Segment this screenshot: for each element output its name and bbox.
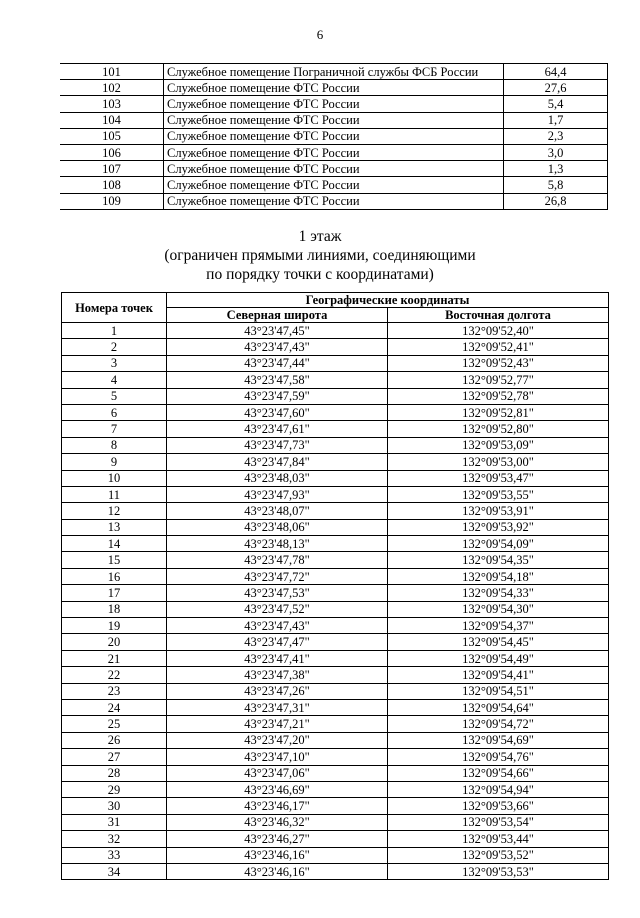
floor-heading bbox=[0, 227, 640, 284]
latitude-value: 43°23'47,78" bbox=[167, 552, 388, 568]
coordinate-row bbox=[62, 552, 609, 568]
point-number: 6 bbox=[62, 404, 167, 420]
room-number: 106 bbox=[60, 144, 164, 160]
latitude-value: 43°23'47,93" bbox=[167, 486, 388, 502]
room-number: 105 bbox=[60, 128, 164, 144]
coordinate-row bbox=[62, 814, 609, 830]
longitude-value: 132°09'54,35" bbox=[388, 552, 609, 568]
point-number: 18 bbox=[62, 601, 167, 617]
room-row bbox=[60, 144, 608, 160]
room-area: 1,7 bbox=[504, 112, 608, 128]
latitude-value: 43°23'47,53" bbox=[167, 585, 388, 601]
longitude-value: 132°09'54,09" bbox=[388, 536, 609, 552]
coordinate-row bbox=[62, 503, 609, 519]
coordinates-table-header bbox=[62, 293, 609, 323]
coordinate-row bbox=[62, 470, 609, 486]
latitude-value: 43°23'47,06" bbox=[167, 765, 388, 781]
point-number: 4 bbox=[62, 372, 167, 388]
coordinate-row bbox=[62, 454, 609, 470]
room-row bbox=[60, 161, 608, 177]
longitude-value: 132°09'54,72" bbox=[388, 716, 609, 732]
coordinate-row bbox=[62, 372, 609, 388]
point-number: 7 bbox=[62, 421, 167, 437]
latitude-value: 43°23'47,84" bbox=[167, 454, 388, 470]
room-number: 107 bbox=[60, 161, 164, 177]
point-number: 15 bbox=[62, 552, 167, 568]
latitude-value: 43°23'47,41" bbox=[167, 650, 388, 666]
floor-description-line-2: по порядку точки с координатами) bbox=[206, 266, 434, 283]
point-number: 19 bbox=[62, 618, 167, 634]
longitude-value: 132°09'53,91" bbox=[388, 503, 609, 519]
room-number: 108 bbox=[60, 177, 164, 193]
longitude-value: 132°09'52,78" bbox=[388, 388, 609, 404]
longitude-value: 132°09'53,92" bbox=[388, 519, 609, 535]
latitude-value: 43°23'47,59" bbox=[167, 388, 388, 404]
room-number: 104 bbox=[60, 112, 164, 128]
latitude-value: 43°23'47,26" bbox=[167, 683, 388, 699]
longitude-value: 132°09'54,49" bbox=[388, 650, 609, 666]
point-number: 2 bbox=[62, 339, 167, 355]
point-number: 17 bbox=[62, 585, 167, 601]
coordinate-row bbox=[62, 355, 609, 371]
room-name: Служебное помещение ФТС России bbox=[164, 112, 504, 128]
longitude-value: 132°09'54,64" bbox=[388, 699, 609, 715]
point-number: 21 bbox=[62, 650, 167, 666]
latitude-value: 43°23'47,31" bbox=[167, 699, 388, 715]
latitude-value: 43°23'46,16" bbox=[167, 847, 388, 863]
room-name: Служебное помещение ФТС России bbox=[164, 161, 504, 177]
room-name: Служебное помещение ФТС России bbox=[164, 128, 504, 144]
point-number: 22 bbox=[62, 667, 167, 683]
latitude-value: 43°23'47,43" bbox=[167, 339, 388, 355]
longitude-value: 132°09'52,40" bbox=[388, 323, 609, 339]
room-row bbox=[60, 112, 608, 128]
coordinate-row bbox=[62, 634, 609, 650]
latitude-value: 43°23'47,47" bbox=[167, 634, 388, 650]
longitude-value: 132°09'53,52" bbox=[388, 847, 609, 863]
coordinates-table bbox=[61, 292, 609, 880]
latitude-value: 43°23'47,52" bbox=[167, 601, 388, 617]
latitude-value: 43°23'47,20" bbox=[167, 732, 388, 748]
longitude-value: 132°09'53,54" bbox=[388, 814, 609, 830]
point-number: 28 bbox=[62, 765, 167, 781]
latitude-value: 43°23'47,21" bbox=[167, 716, 388, 732]
point-number: 29 bbox=[62, 781, 167, 797]
longitude-value: 132°09'54,18" bbox=[388, 568, 609, 584]
coordinate-row bbox=[62, 699, 609, 715]
latitude-value: 43°23'47,58" bbox=[167, 372, 388, 388]
longitude-value: 132°09'53,66" bbox=[388, 798, 609, 814]
coordinate-row bbox=[62, 650, 609, 666]
longitude-value: 132°09'54,76" bbox=[388, 749, 609, 765]
coordinate-row bbox=[62, 618, 609, 634]
latitude-value: 43°23'48,13" bbox=[167, 536, 388, 552]
coordinate-row bbox=[62, 716, 609, 732]
longitude-value: 132°09'54,51" bbox=[388, 683, 609, 699]
longitude-value: 132°09'52,41" bbox=[388, 339, 609, 355]
coordinates-table-body bbox=[62, 323, 609, 880]
coordinate-row bbox=[62, 519, 609, 535]
coordinate-row bbox=[62, 667, 609, 683]
coordinate-row bbox=[62, 536, 609, 552]
point-number: 31 bbox=[62, 814, 167, 830]
coordinate-row bbox=[62, 339, 609, 355]
point-number: 16 bbox=[62, 568, 167, 584]
room-number: 103 bbox=[60, 96, 164, 112]
room-area: 26,8 bbox=[504, 193, 608, 209]
longitude-value: 132°09'54,33" bbox=[388, 585, 609, 601]
room-name: Служебное помещение ФТС России bbox=[164, 144, 504, 160]
longitude-value: 132°09'54,69" bbox=[388, 732, 609, 748]
latitude-value: 43°23'47,38" bbox=[167, 667, 388, 683]
coordinate-row bbox=[62, 437, 609, 453]
room-row bbox=[60, 177, 608, 193]
longitude-value: 132°09'54,37" bbox=[388, 618, 609, 634]
longitude-value: 132°09'52,81" bbox=[388, 404, 609, 420]
coordinate-row bbox=[62, 585, 609, 601]
longitude-value: 132°09'52,77" bbox=[388, 372, 609, 388]
latitude-value: 43°23'46,69" bbox=[167, 781, 388, 797]
coordinate-row bbox=[62, 863, 609, 879]
header-latitude: Северная широта bbox=[167, 308, 388, 323]
room-area: 3,0 bbox=[504, 144, 608, 160]
longitude-value: 132°09'54,94" bbox=[388, 781, 609, 797]
latitude-value: 43°23'48,07" bbox=[167, 503, 388, 519]
room-name: Служебное помещение ФТС России bbox=[164, 193, 504, 209]
page-number: 6 bbox=[316, 27, 324, 42]
latitude-value: 43°23'47,44" bbox=[167, 355, 388, 371]
longitude-value: 132°09'54,30" bbox=[388, 601, 609, 617]
latitude-value: 43°23'46,27" bbox=[167, 831, 388, 847]
header-longitude: Восточная долгота bbox=[388, 308, 609, 323]
point-number: 9 bbox=[62, 454, 167, 470]
coordinate-row bbox=[62, 732, 609, 748]
point-number: 25 bbox=[62, 716, 167, 732]
longitude-value: 132°09'53,47" bbox=[388, 470, 609, 486]
coordinate-row bbox=[62, 683, 609, 699]
room-row bbox=[60, 80, 608, 96]
point-number: 14 bbox=[62, 536, 167, 552]
longitude-value: 132°09'52,80" bbox=[388, 421, 609, 437]
header-geo-coordinates: Географические координаты bbox=[167, 293, 609, 308]
point-number: 3 bbox=[62, 355, 167, 371]
coordinate-row bbox=[62, 388, 609, 404]
room-area: 2,3 bbox=[504, 128, 608, 144]
room-row bbox=[60, 96, 608, 112]
latitude-value: 43°23'46,32" bbox=[167, 814, 388, 830]
room-number: 109 bbox=[60, 193, 164, 209]
room-area: 1,3 bbox=[504, 161, 608, 177]
point-number: 32 bbox=[62, 831, 167, 847]
longitude-value: 132°09'54,66" bbox=[388, 765, 609, 781]
point-number: 11 bbox=[62, 486, 167, 502]
floor-description-line-1: (ограничен прямыми линиями, соединяющими bbox=[164, 247, 476, 264]
header-point-numbers: Номера точек bbox=[62, 293, 167, 323]
coordinate-row bbox=[62, 765, 609, 781]
room-number: 101 bbox=[60, 64, 164, 80]
room-area: 5,4 bbox=[504, 96, 608, 112]
coordinate-row bbox=[62, 781, 609, 797]
latitude-value: 43°23'47,72" bbox=[167, 568, 388, 584]
longitude-value: 132°09'53,00" bbox=[388, 454, 609, 470]
coordinate-row bbox=[62, 831, 609, 847]
latitude-value: 43°23'47,60" bbox=[167, 404, 388, 420]
room-row bbox=[60, 193, 608, 209]
room-name: Служебное помещение ФТС России bbox=[164, 177, 504, 193]
point-number: 27 bbox=[62, 749, 167, 765]
longitude-value: 132°09'54,41" bbox=[388, 667, 609, 683]
room-row bbox=[60, 64, 608, 80]
room-name: Служебное помещение Пограничной службы ФСБ России bbox=[164, 64, 504, 80]
rooms-table bbox=[60, 63, 608, 210]
room-area: 5,8 bbox=[504, 177, 608, 193]
room-area: 64,4 bbox=[504, 64, 608, 80]
longitude-value: 132°09'53,53" bbox=[388, 863, 609, 879]
latitude-value: 43°23'47,10" bbox=[167, 749, 388, 765]
point-number: 23 bbox=[62, 683, 167, 699]
coordinate-row bbox=[62, 323, 609, 339]
point-number: 34 bbox=[62, 863, 167, 879]
latitude-value: 43°23'47,73" bbox=[167, 437, 388, 453]
coordinate-row bbox=[62, 404, 609, 420]
point-number: 13 bbox=[62, 519, 167, 535]
latitude-value: 43°23'48,06" bbox=[167, 519, 388, 535]
room-area: 27,6 bbox=[504, 80, 608, 96]
latitude-value: 43°23'47,61" bbox=[167, 421, 388, 437]
longitude-value: 132°09'53,44" bbox=[388, 831, 609, 847]
latitude-value: 43°23'46,17" bbox=[167, 798, 388, 814]
room-number: 102 bbox=[60, 80, 164, 96]
coordinate-row bbox=[62, 847, 609, 863]
point-number: 30 bbox=[62, 798, 167, 814]
longitude-value: 132°09'53,55" bbox=[388, 486, 609, 502]
point-number: 20 bbox=[62, 634, 167, 650]
longitude-value: 132°09'52,43" bbox=[388, 355, 609, 371]
latitude-value: 43°23'47,45" bbox=[167, 323, 388, 339]
point-number: 12 bbox=[62, 503, 167, 519]
room-name: Служебное помещение ФТС России bbox=[164, 80, 504, 96]
latitude-value: 43°23'47,43" bbox=[167, 618, 388, 634]
latitude-value: 43°23'46,16" bbox=[167, 863, 388, 879]
longitude-value: 132°09'54,45" bbox=[388, 634, 609, 650]
point-number: 8 bbox=[62, 437, 167, 453]
coordinate-row bbox=[62, 798, 609, 814]
room-name: Служебное помещение ФТС России bbox=[164, 96, 504, 112]
point-number: 1 bbox=[62, 323, 167, 339]
coordinate-row bbox=[62, 568, 609, 584]
point-number: 26 bbox=[62, 732, 167, 748]
point-number: 24 bbox=[62, 699, 167, 715]
room-row bbox=[60, 128, 608, 144]
floor-title: 1 этаж bbox=[298, 228, 342, 245]
point-number: 10 bbox=[62, 470, 167, 486]
point-number: 5 bbox=[62, 388, 167, 404]
rooms-table-body bbox=[60, 64, 608, 210]
longitude-value: 132°09'53,09" bbox=[388, 437, 609, 453]
latitude-value: 43°23'48,03" bbox=[167, 470, 388, 486]
coordinate-row bbox=[62, 486, 609, 502]
coordinate-row bbox=[62, 601, 609, 617]
coordinate-row bbox=[62, 421, 609, 437]
point-number: 33 bbox=[62, 847, 167, 863]
coordinate-row bbox=[62, 749, 609, 765]
